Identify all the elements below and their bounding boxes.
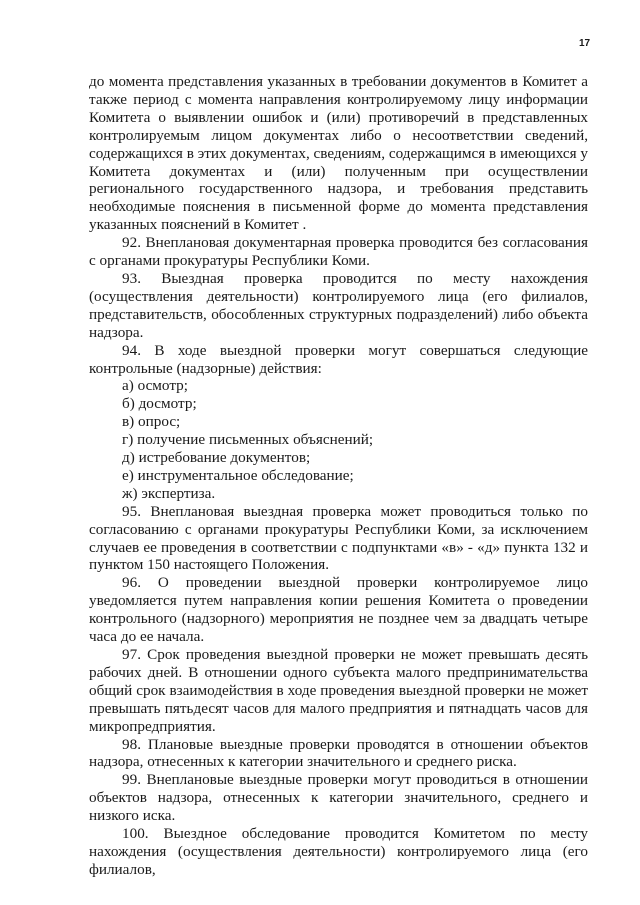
paragraph-93: 93. Выездная проверка проводится по месту нахождения (осуществления деятельности) контролируемого лица (его филиалов, представительств, обособленных структурных подразделений) либо объекта надзора.: [89, 269, 588, 341]
paragraph-94: 94. В ходе выездной проверки могут совершаться следующие контрольные (надзорные) действия:: [89, 341, 588, 377]
paragraph-97: 97. Срок проведения выездной проверки не может превышать десять рабочих дней. В отношении одного субъекта малого предпринимательства общий срок взаимодействия в ходе проведения выездной проверки не может превышать пятьдесят часов для малого предприятия и пятнадцать часов для микропредприятия.: [89, 646, 588, 735]
paragraph-95: 95. Внеплановая выездная проверка может проводиться только по согласованию с органами прокуратуры Республики Коми, за исключением случаев ее проведения в соответствии с подпунктами «в» - «д» пункта 132 и пунктом 150 настоящего Положения.: [89, 502, 588, 574]
paragraph-98: 98. Плановые выездные проверки проводятся в отношении объектов надзора, отнесенных к категории значительного и среднего риска.: [89, 735, 588, 771]
list-item: г) получение письменных объяснений;: [122, 431, 374, 449]
page-number: 17: [579, 38, 591, 49]
list-item: д) истребование документов;: [122, 449, 311, 467]
paragraph-99: 99. Внеплановые выездные проверки могут проводиться в отношении объектов надзора, отнесенных к категории значительного, среднего и низкого иска.: [89, 771, 588, 825]
document-body: [89, 73, 588, 879]
list-item: а) осмотр;: [122, 377, 188, 395]
paragraph-continuation: до момента представления указанных в требовании документов в Комитет а также период с момента направления контролируемому лицу информации Комитета о выявлении ошибок и (или) противоречий в представленных контролируемым лицом документах либо о несоответствии сведений, содержащихся в этих документах, сведениям, содержащимся в имеющихся у Комитета документах и (или) полученным при осуществлении регионального государственного надзора, и требования представить необходимые пояснения в письменной форме до момента представления указанных пояснений в Комитет .: [89, 73, 588, 234]
list-item: в) опрос;: [122, 413, 181, 431]
list-item: б) досмотр;: [122, 395, 197, 413]
paragraph-92: 92. Внеплановая документарная проверка проводится без согласования с органами прокуратуры Республики Коми.: [89, 234, 588, 270]
list-item: е) инструментальное обследование;: [122, 466, 354, 484]
paragraph-96: 96. О проведении выездной проверки контролируемое лицо уведомляется путем направления копии решения Комитета о проведении контрольного (надзорного) мероприятия не позднее чем за двадцать четыре часа до ее начала.: [89, 574, 588, 646]
paragraph-100: 100. Выездное обследование проводится Комитетом по месту нахождения (осуществления деятельности) контролируемого лица (его филиалов,: [89, 825, 588, 878]
list-item: ж) экспертиза.: [122, 484, 216, 502]
